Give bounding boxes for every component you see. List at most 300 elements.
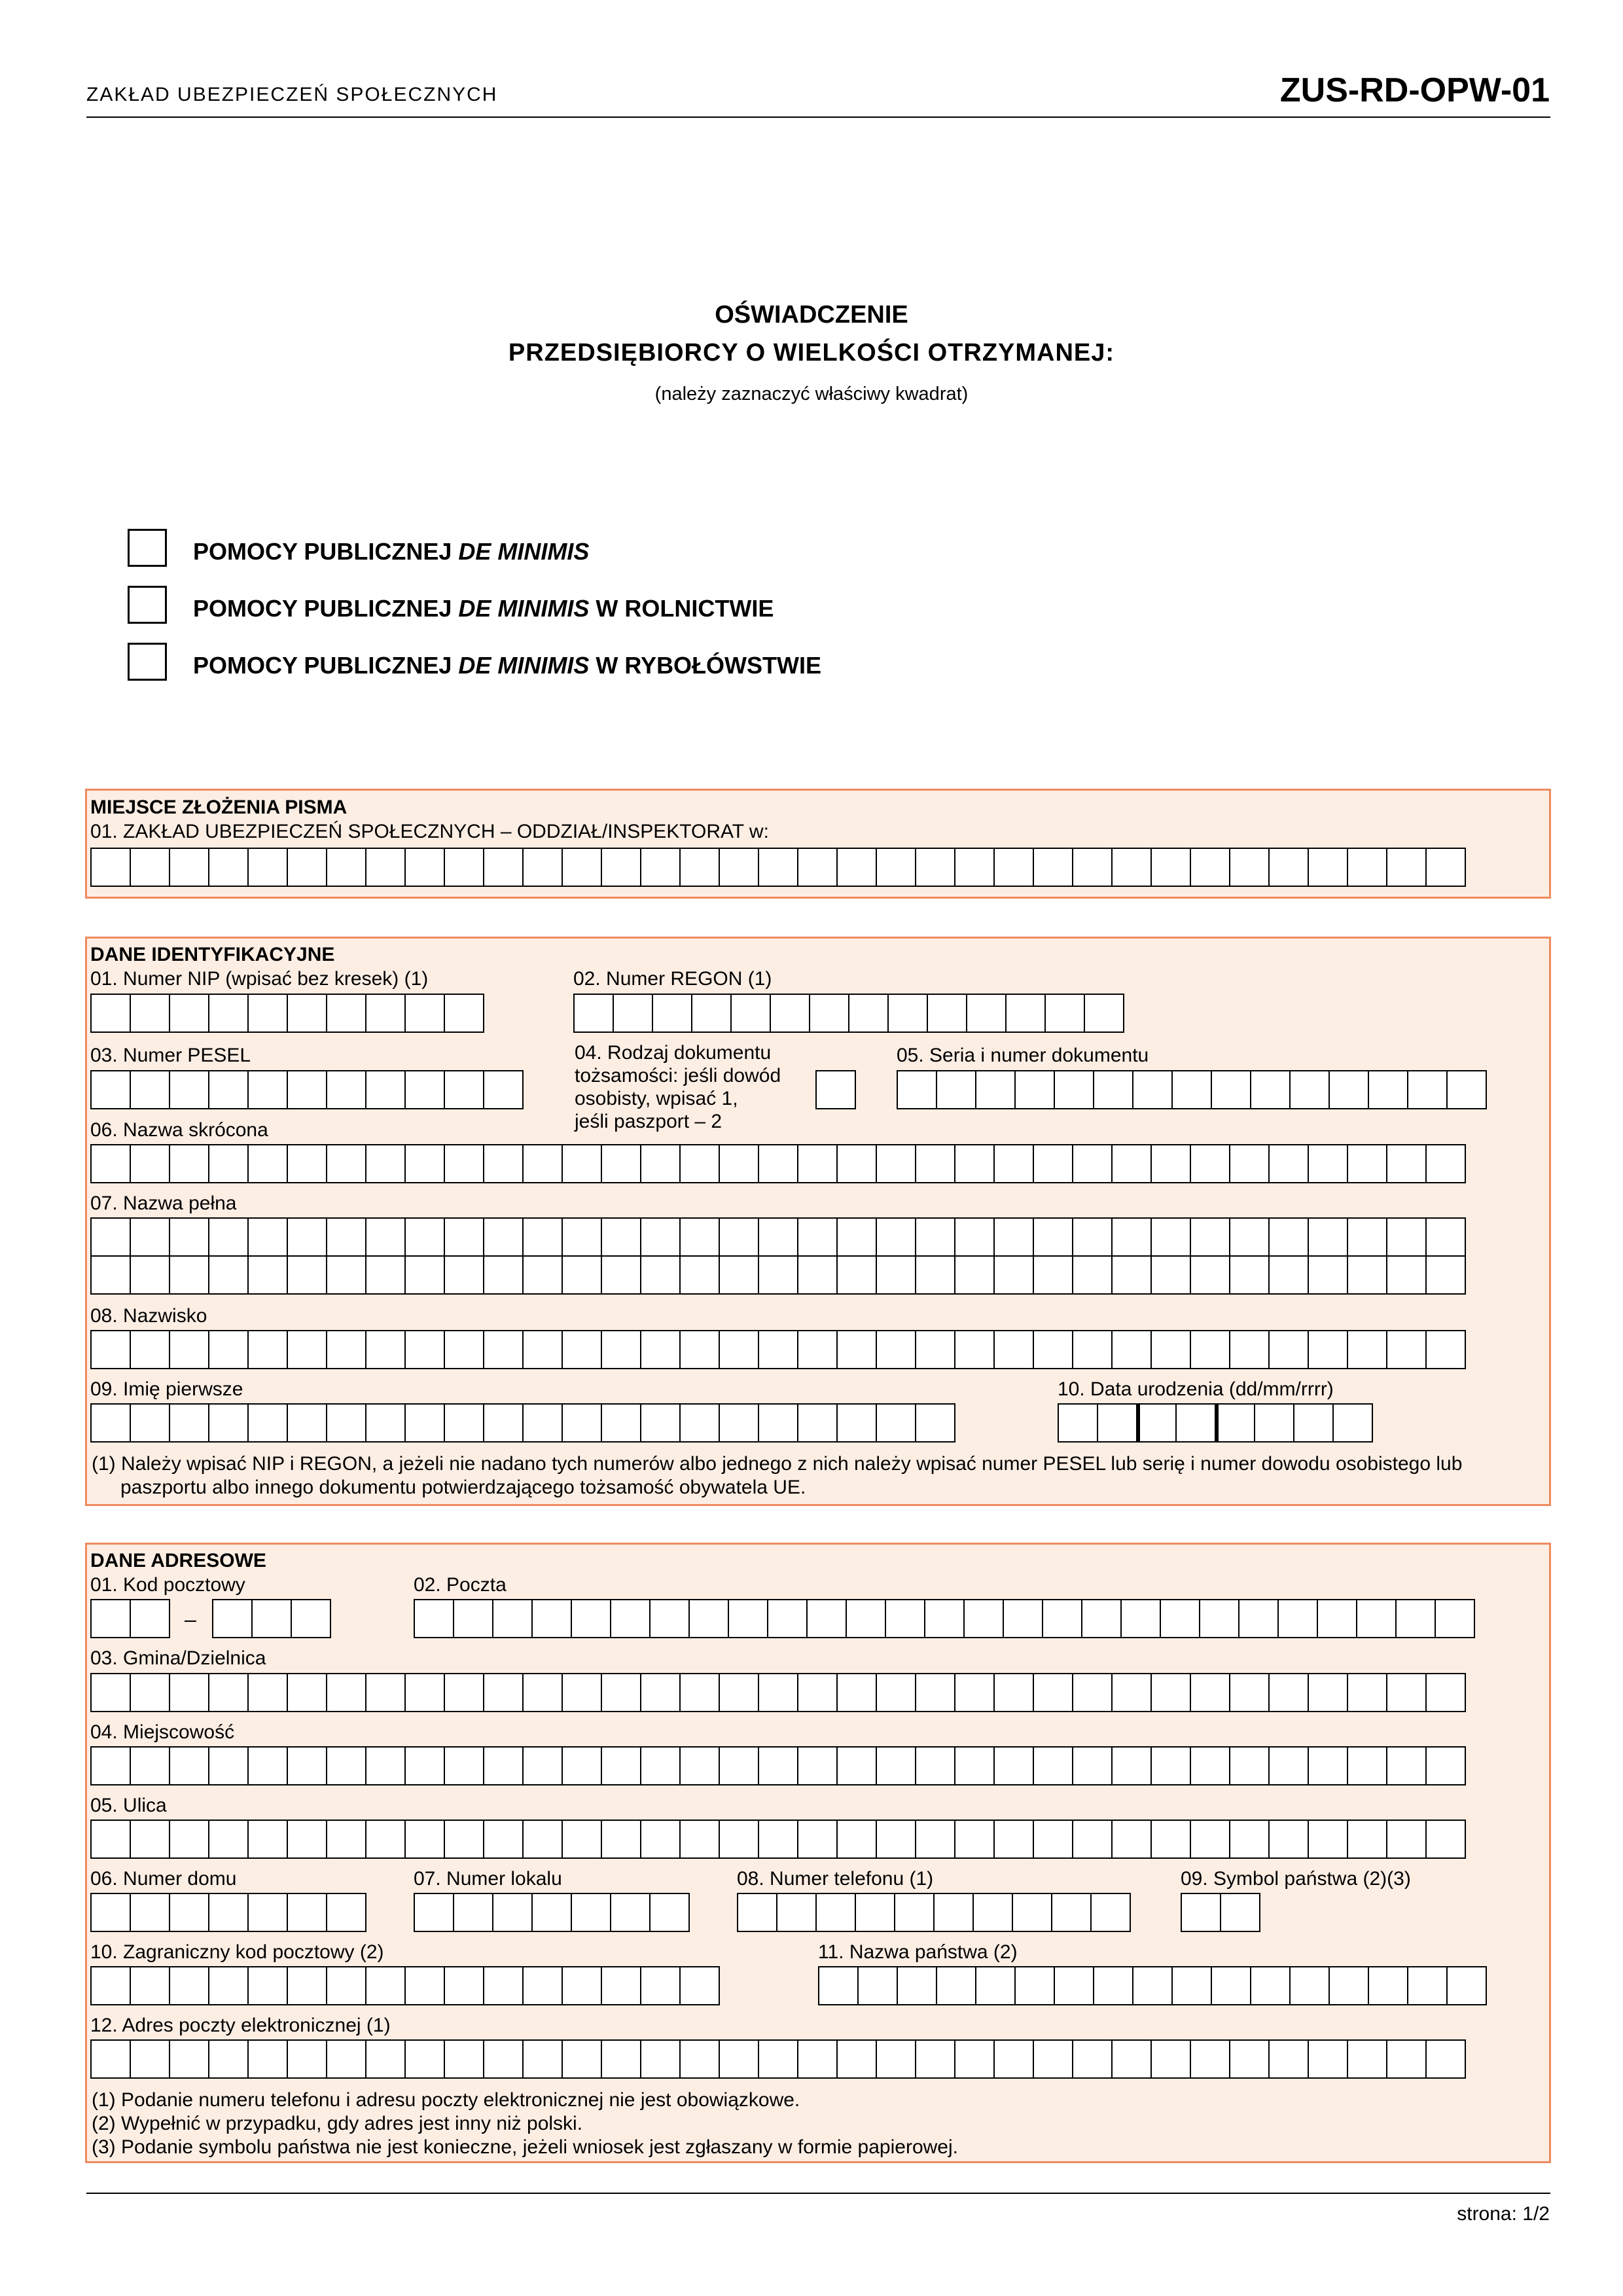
char-cell[interactable] [601, 1217, 641, 1257]
char-cell[interactable] [1289, 1070, 1330, 1109]
char-cell[interactable] [679, 1966, 720, 2005]
char-cell[interactable] [483, 1255, 524, 1295]
char-cell[interactable] [679, 848, 720, 887]
char-cell[interactable] [1051, 1893, 1092, 1932]
char-cell[interactable] [1250, 1070, 1291, 1109]
char-cell[interactable] [897, 1966, 937, 2005]
char-cell[interactable] [1289, 1966, 1330, 2005]
char-cell[interactable] [404, 1966, 445, 2005]
char-cell[interactable] [483, 848, 524, 887]
char-cell[interactable] [287, 1820, 327, 1859]
char-cell[interactable] [1386, 1746, 1427, 1785]
char-cell[interactable] [954, 1217, 995, 1257]
char-cell[interactable] [326, 848, 366, 887]
surname-input[interactable] [90, 1330, 1466, 1369]
phone-input[interactable] [737, 1893, 1131, 1932]
char-cell[interactable] [601, 1966, 641, 2005]
char-cell[interactable] [758, 1255, 798, 1295]
char-cell[interactable] [130, 2039, 170, 2079]
char-cell[interactable] [806, 1599, 847, 1638]
char-cell[interactable] [90, 1403, 131, 1443]
char-cell[interactable] [169, 2039, 209, 2079]
char-cell[interactable] [1042, 1599, 1082, 1638]
char-cell[interactable] [247, 1966, 288, 2005]
char-cell[interactable] [365, 1820, 406, 1859]
option-agriculture-checkbox[interactable] [128, 586, 167, 624]
street-input[interactable] [90, 1820, 1466, 1859]
char-cell[interactable] [130, 1820, 170, 1859]
char-cell[interactable] [1368, 1966, 1408, 2005]
char-cell[interactable] [876, 1217, 916, 1257]
char-cell[interactable] [767, 1599, 808, 1638]
char-cell[interactable] [758, 1673, 798, 1712]
char-cell[interactable] [954, 1673, 995, 1712]
char-cell[interactable] [483, 1144, 524, 1183]
char-cell[interactable] [836, 1673, 877, 1712]
char-cell[interactable] [247, 848, 288, 887]
first-name-input[interactable] [90, 1403, 955, 1443]
char-cell[interactable] [1190, 848, 1230, 887]
char-cell[interactable] [1229, 1673, 1270, 1712]
char-cell[interactable] [818, 1966, 859, 2005]
char-cell[interactable] [571, 1599, 611, 1638]
char-cell[interactable] [1150, 1217, 1191, 1257]
char-cell[interactable] [993, 1217, 1034, 1257]
char-cell[interactable] [90, 1255, 131, 1295]
char-cell[interactable] [1347, 1330, 1387, 1369]
char-cell[interactable] [915, 1746, 955, 1785]
char-cell[interactable] [1268, 848, 1309, 887]
char-cell[interactable] [1199, 1599, 1240, 1638]
char-cell[interactable] [1425, 848, 1466, 887]
char-cell[interactable] [1425, 1255, 1466, 1295]
char-cell[interactable] [1150, 2039, 1191, 2079]
char-cell[interactable] [963, 1599, 1004, 1638]
option-de-minimis-checkbox[interactable] [128, 529, 167, 567]
char-cell[interactable] [915, 1673, 955, 1712]
char-cell[interactable] [758, 1144, 798, 1183]
char-cell[interactable] [679, 1330, 720, 1369]
char-cell[interactable] [1072, 2039, 1113, 2079]
char-cell[interactable] [797, 1673, 838, 1712]
char-cell[interactable] [1317, 1599, 1357, 1638]
char-cell[interactable] [836, 1403, 877, 1443]
char-cell[interactable] [1229, 1746, 1270, 1785]
char-cell[interactable] [719, 1217, 759, 1257]
char-cell[interactable] [1229, 1820, 1270, 1859]
char-cell[interactable] [1072, 1144, 1113, 1183]
char-cell[interactable] [212, 1599, 253, 1638]
char-cell[interactable] [1229, 1144, 1270, 1183]
char-cell[interactable] [1407, 1966, 1448, 2005]
char-cell[interactable] [522, 1746, 563, 1785]
char-cell[interactable] [993, 1255, 1034, 1295]
char-cell[interactable] [1308, 1746, 1348, 1785]
char-cell[interactable] [876, 1330, 916, 1369]
char-cell[interactable] [1211, 1966, 1251, 2005]
char-cell[interactable] [1150, 1673, 1191, 1712]
char-cell[interactable] [208, 1893, 249, 1932]
char-cell[interactable] [894, 1893, 935, 1932]
char-cell[interactable] [640, 1144, 681, 1183]
char-cell[interactable] [855, 1893, 895, 1932]
country-name-input[interactable] [818, 1966, 1487, 2005]
char-cell[interactable] [936, 1070, 976, 1109]
char-cell[interactable] [562, 848, 602, 887]
char-cell[interactable] [815, 1893, 856, 1932]
char-cell[interactable] [365, 1403, 406, 1443]
char-cell[interactable] [169, 1966, 209, 2005]
char-cell[interactable] [1347, 1820, 1387, 1859]
char-cell[interactable] [915, 1820, 955, 1859]
char-cell[interactable] [562, 1966, 602, 2005]
full-name-input-row2[interactable] [90, 1255, 1466, 1295]
char-cell[interactable] [444, 1746, 484, 1785]
char-cell[interactable] [954, 1255, 995, 1295]
char-cell[interactable] [247, 994, 288, 1033]
char-cell[interactable] [404, 848, 445, 887]
char-cell[interactable] [1111, 1820, 1152, 1859]
char-cell[interactable] [954, 1746, 995, 1785]
char-cell[interactable] [444, 1673, 484, 1712]
char-cell[interactable] [1097, 1403, 1137, 1443]
char-cell[interactable] [679, 2039, 720, 2079]
char-cell[interactable] [737, 1893, 777, 1932]
char-cell[interactable] [90, 1966, 131, 2005]
char-cell[interactable] [1425, 1144, 1466, 1183]
char-cell[interactable] [1160, 1599, 1200, 1638]
char-cell[interactable] [836, 1217, 877, 1257]
char-cell[interactable] [522, 1255, 563, 1295]
char-cell[interactable] [287, 994, 327, 1033]
char-cell[interactable] [90, 2039, 131, 2079]
char-cell[interactable] [927, 994, 967, 1033]
char-cell[interactable] [1293, 1403, 1334, 1443]
char-cell[interactable] [130, 1599, 170, 1638]
char-cell[interactable] [365, 1070, 406, 1109]
char-cell[interactable] [836, 2039, 877, 2079]
char-cell[interactable] [562, 1330, 602, 1369]
char-cell[interactable] [966, 994, 1007, 1033]
char-cell[interactable] [1308, 848, 1348, 887]
char-cell[interactable] [601, 848, 641, 887]
flat-number-input[interactable] [414, 1893, 690, 1932]
char-cell[interactable] [885, 1599, 925, 1638]
char-cell[interactable] [1229, 1217, 1270, 1257]
char-cell[interactable] [1347, 2039, 1387, 2079]
char-cell[interactable] [1329, 1966, 1369, 2005]
char-cell[interactable] [1132, 1070, 1173, 1109]
char-cell[interactable] [1072, 1255, 1113, 1295]
char-cell[interactable] [1033, 1746, 1073, 1785]
char-cell[interactable] [1072, 1746, 1113, 1785]
char-cell[interactable] [169, 994, 209, 1033]
char-cell[interactable] [404, 994, 445, 1033]
char-cell[interactable] [365, 1144, 406, 1183]
char-cell[interactable] [287, 1070, 327, 1109]
char-cell[interactable] [326, 994, 366, 1033]
char-cell[interactable] [719, 2039, 759, 2079]
char-cell[interactable] [1386, 1144, 1427, 1183]
char-cell[interactable] [130, 1893, 170, 1932]
char-cell[interactable] [444, 1255, 484, 1295]
char-cell[interactable] [836, 1746, 877, 1785]
char-cell[interactable] [1308, 1330, 1348, 1369]
char-cell[interactable] [130, 1746, 170, 1785]
char-cell[interactable] [208, 1403, 249, 1443]
char-cell[interactable] [208, 848, 249, 887]
char-cell[interactable] [1072, 1673, 1113, 1712]
char-cell[interactable] [365, 1330, 406, 1369]
char-cell[interactable] [1425, 1673, 1466, 1712]
char-cell[interactable] [365, 1255, 406, 1295]
char-cell[interactable] [1120, 1599, 1161, 1638]
char-cell[interactable] [758, 1217, 798, 1257]
char-cell[interactable] [1250, 1966, 1291, 2005]
char-cell[interactable] [1425, 1330, 1466, 1369]
char-cell[interactable] [483, 1070, 524, 1109]
char-cell[interactable] [404, 1403, 445, 1443]
char-cell[interactable] [915, 1403, 955, 1443]
char-cell[interactable] [1190, 1217, 1230, 1257]
char-cell[interactable] [679, 1144, 720, 1183]
char-cell[interactable] [993, 1746, 1034, 1785]
char-cell[interactable] [208, 1330, 249, 1369]
post-office-input[interactable] [414, 1599, 1475, 1638]
char-cell[interactable] [797, 1746, 838, 1785]
char-cell[interactable] [1407, 1070, 1448, 1109]
char-cell[interactable] [1058, 1403, 1098, 1443]
char-cell[interactable] [1171, 1070, 1212, 1109]
char-cell[interactable] [130, 1403, 170, 1443]
char-cell[interactable] [876, 1673, 916, 1712]
char-cell[interactable] [1190, 1820, 1230, 1859]
char-cell[interactable] [483, 1673, 524, 1712]
char-cell[interactable] [876, 1746, 916, 1785]
char-cell[interactable] [208, 994, 249, 1033]
char-cell[interactable] [1386, 848, 1427, 887]
char-cell[interactable] [326, 1330, 366, 1369]
char-cell[interactable] [797, 1255, 838, 1295]
char-cell[interactable] [936, 1966, 976, 2005]
char-cell[interactable] [562, 1217, 602, 1257]
char-cell[interactable] [1386, 1673, 1427, 1712]
char-cell[interactable] [1268, 1217, 1309, 1257]
char-cell[interactable] [915, 1217, 955, 1257]
char-cell[interactable] [876, 1820, 916, 1859]
char-cell[interactable] [876, 848, 916, 887]
char-cell[interactable] [993, 1820, 1034, 1859]
char-cell[interactable] [365, 1673, 406, 1712]
char-cell[interactable] [287, 1144, 327, 1183]
char-cell[interactable] [562, 1255, 602, 1295]
char-cell[interactable] [815, 1070, 856, 1109]
postal-code-part1-input[interactable] [90, 1599, 170, 1638]
doc-number-input[interactable] [897, 1070, 1487, 1109]
char-cell[interactable] [719, 1330, 759, 1369]
char-cell[interactable] [208, 1820, 249, 1859]
char-cell[interactable] [1054, 1966, 1094, 2005]
char-cell[interactable] [876, 1144, 916, 1183]
char-cell[interactable] [291, 1599, 331, 1638]
char-cell[interactable] [1386, 1255, 1427, 1295]
char-cell[interactable] [876, 1403, 916, 1443]
char-cell[interactable] [876, 1255, 916, 1295]
char-cell[interactable] [287, 1330, 327, 1369]
char-cell[interactable] [247, 1403, 288, 1443]
char-cell[interactable] [1033, 1673, 1073, 1712]
char-cell[interactable] [797, 848, 838, 887]
char-cell[interactable] [640, 1330, 681, 1369]
char-cell[interactable] [797, 2039, 838, 2079]
char-cell[interactable] [1229, 2039, 1270, 2079]
char-cell[interactable] [247, 1820, 288, 1859]
char-cell[interactable] [208, 1746, 249, 1785]
char-cell[interactable] [1220, 1893, 1260, 1932]
char-cell[interactable] [365, 1746, 406, 1785]
char-cell[interactable] [444, 2039, 484, 2079]
char-cell[interactable] [649, 1893, 690, 1932]
char-cell[interactable] [857, 1966, 898, 2005]
char-cell[interactable] [1033, 848, 1073, 887]
char-cell[interactable] [483, 1746, 524, 1785]
char-cell[interactable] [365, 1217, 406, 1257]
char-cell[interactable] [404, 1746, 445, 1785]
char-cell[interactable] [130, 1966, 170, 2005]
char-cell[interactable] [1111, 1746, 1152, 1785]
char-cell[interactable] [1072, 1330, 1113, 1369]
char-cell[interactable] [1005, 994, 1046, 1033]
char-cell[interactable] [1093, 1966, 1133, 2005]
char-cell[interactable] [836, 1330, 877, 1369]
char-cell[interactable] [130, 1255, 170, 1295]
char-cell[interactable] [208, 1070, 249, 1109]
char-cell[interactable] [1090, 1893, 1131, 1932]
char-cell[interactable] [1111, 1217, 1152, 1257]
char-cell[interactable] [1308, 1144, 1348, 1183]
char-cell[interactable] [1238, 1599, 1279, 1638]
char-cell[interactable] [444, 994, 484, 1033]
char-cell[interactable] [640, 2039, 681, 2079]
char-cell[interactable] [1386, 2039, 1427, 2079]
char-cell[interactable] [679, 1673, 720, 1712]
char-cell[interactable] [993, 1144, 1034, 1183]
char-cell[interactable] [1150, 1144, 1191, 1183]
char-cell[interactable] [1229, 1330, 1270, 1369]
char-cell[interactable] [1175, 1403, 1216, 1443]
char-cell[interactable] [1111, 1255, 1152, 1295]
char-cell[interactable] [444, 1144, 484, 1183]
char-cell[interactable] [640, 1966, 681, 2005]
full-name-input-row1[interactable] [90, 1217, 1466, 1257]
char-cell[interactable] [247, 1217, 288, 1257]
char-cell[interactable] [130, 1330, 170, 1369]
char-cell[interactable] [404, 1673, 445, 1712]
char-cell[interactable] [90, 1746, 131, 1785]
char-cell[interactable] [90, 1673, 131, 1712]
char-cell[interactable] [649, 1599, 690, 1638]
char-cell[interactable] [1012, 1893, 1052, 1932]
char-cell[interactable] [1347, 1746, 1387, 1785]
char-cell[interactable] [483, 1217, 524, 1257]
char-cell[interactable] [1425, 1217, 1466, 1257]
char-cell[interactable] [1190, 2039, 1230, 2079]
char-cell[interactable] [247, 1746, 288, 1785]
char-cell[interactable] [522, 1217, 563, 1257]
char-cell[interactable] [613, 994, 653, 1033]
char-cell[interactable] [404, 1217, 445, 1257]
char-cell[interactable] [90, 848, 131, 887]
char-cell[interactable] [1033, 1255, 1073, 1295]
char-cell[interactable] [326, 1255, 366, 1295]
char-cell[interactable] [130, 1144, 170, 1183]
char-cell[interactable] [169, 848, 209, 887]
commune-input[interactable] [90, 1673, 1466, 1712]
char-cell[interactable] [130, 848, 170, 887]
char-cell[interactable] [130, 1070, 170, 1109]
char-cell[interactable] [758, 848, 798, 887]
char-cell[interactable] [1347, 1255, 1387, 1295]
char-cell[interactable] [1093, 1070, 1133, 1109]
char-cell[interactable] [326, 1070, 366, 1109]
char-cell[interactable] [247, 1330, 288, 1369]
char-cell[interactable] [1111, 1144, 1152, 1183]
char-cell[interactable] [797, 1820, 838, 1859]
char-cell[interactable] [365, 994, 406, 1033]
char-cell[interactable] [208, 2039, 249, 2079]
char-cell[interactable] [1033, 1330, 1073, 1369]
char-cell[interactable] [1347, 1673, 1387, 1712]
char-cell[interactable] [1190, 1255, 1230, 1295]
nip-input[interactable] [90, 994, 484, 1033]
char-cell[interactable] [287, 1217, 327, 1257]
char-cell[interactable] [1446, 1070, 1487, 1109]
char-cell[interactable] [444, 848, 484, 887]
char-cell[interactable] [1190, 1746, 1230, 1785]
char-cell[interactable] [797, 1217, 838, 1257]
char-cell[interactable] [993, 1330, 1034, 1369]
char-cell[interactable] [601, 1820, 641, 1859]
char-cell[interactable] [1033, 1144, 1073, 1183]
char-cell[interactable] [993, 848, 1034, 887]
char-cell[interactable] [728, 1599, 768, 1638]
char-cell[interactable] [326, 1893, 366, 1932]
char-cell[interactable] [679, 1217, 720, 1257]
char-cell[interactable] [601, 1403, 641, 1443]
char-cell[interactable] [975, 1070, 1016, 1109]
char-cell[interactable] [1190, 1330, 1230, 1369]
char-cell[interactable] [758, 1820, 798, 1859]
char-cell[interactable] [640, 1820, 681, 1859]
char-cell[interactable] [1308, 1217, 1348, 1257]
char-cell[interactable] [365, 2039, 406, 2079]
regon-input[interactable] [573, 994, 1124, 1033]
char-cell[interactable] [1308, 1820, 1348, 1859]
char-cell[interactable] [1033, 1820, 1073, 1859]
char-cell[interactable] [414, 1599, 454, 1638]
char-cell[interactable] [444, 1330, 484, 1369]
char-cell[interactable] [453, 1599, 493, 1638]
char-cell[interactable] [1386, 1330, 1427, 1369]
char-cell[interactable] [90, 1893, 131, 1932]
char-cell[interactable] [90, 1599, 131, 1638]
char-cell[interactable] [169, 1255, 209, 1295]
char-cell[interactable] [1329, 1070, 1369, 1109]
char-cell[interactable] [444, 1070, 484, 1109]
char-cell[interactable] [1111, 848, 1152, 887]
char-cell[interactable] [169, 1330, 209, 1369]
char-cell[interactable] [1033, 2039, 1073, 2079]
